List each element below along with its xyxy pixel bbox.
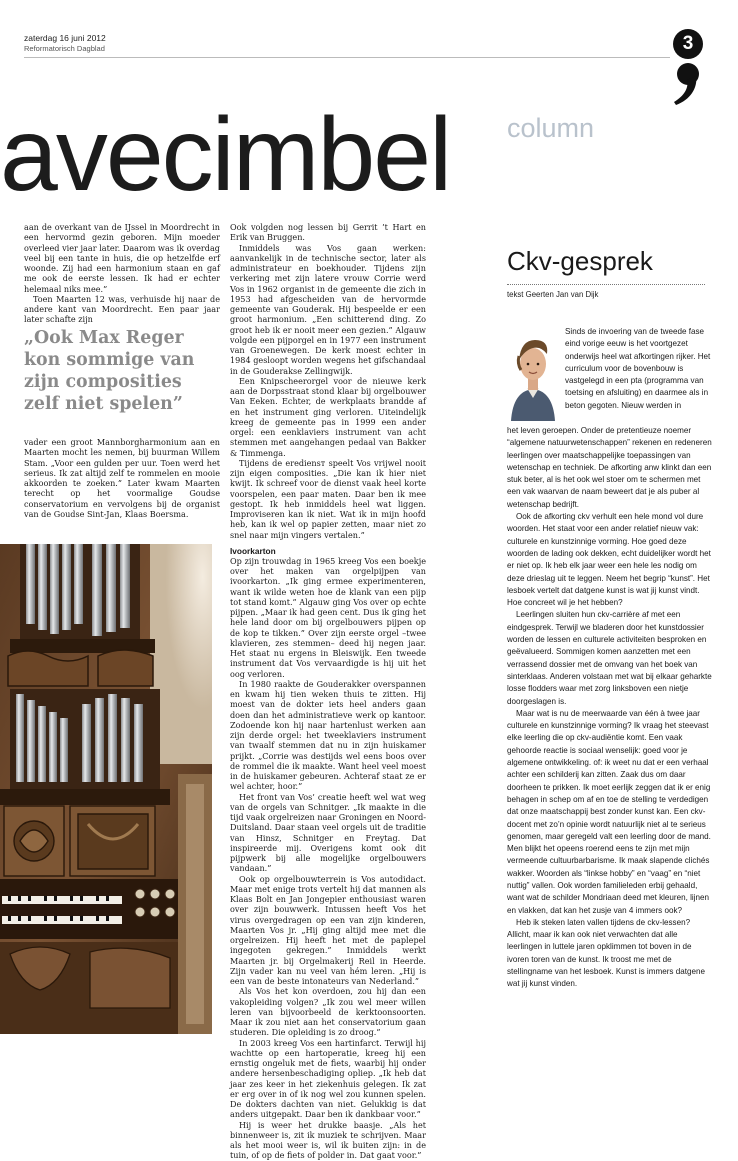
article-column-2 — [230, 222, 426, 1161]
issue-date: zaterdag 16 juni 2012 — [24, 33, 106, 43]
paragraph: In 1980 raakte de Gouderakker overspannen en kwam hij tien weken thuis te zitten. Hij moest van de dokter iets heel anders gaan doen dan het administratieve werk op kantoor. Zodoende kon hij naar hartenlust werken aan zijn derde orgel: het tweeklaviers instrument van twaalf stemmen dat nu in zijn huiskamer prijkt. „Corrie was destijds wel eens boos over de rommel die ik maakte. Want heel veel moest in de huiskamer gebeuren. Achteraf staat ze er wel achter, hoor.” — [230, 678, 426, 792]
paragraph: Inmiddels was Vos gaan werken: aanvankelijk in de technische sector, later als administrateur en boekhouder. Tijdens zijn verkering met zijn latere vrouw Corrie werd Vos in 1962 organist in de gemeente die zich in 1953 had afgescheiden van de hervormde gemeente van Gouderak. Hij bespeelde er een groot harmonium. „Een schitterend ding. Zo groot heb ik er nooit meer een gezien.” Algauw volgde een pijporgel en in 1977 een instrument van Groenewegen. De kerk moest echter in 1984 gesloopt worden wegens het gifschandaal in de Gouderakse Zellingwijk. — [230, 242, 426, 376]
paragraph: Tijdens de erediensт speelt Vos vrijwel nooit zijn eigen composities. „Die kan ik hier niet kwijt. Ik schreef voor de dienst vaak heel korte voorspelen, een paar maten. Daar ben ik mee gestopt. Ik heb inmiddels heel wat liggen. Improviseren kan ik niet. Wat ik in mijn hoofd heb, kan ik wel op papier zetten, maar niet zo snel naar mijn vingers vertalen.” — [230, 457, 426, 540]
page-number-badge: 3 — [673, 29, 703, 59]
paragraph: Heb ik steken laten vallen tijdens de ckv-lessen? Allicht, maar ik kan ook niet verwachten dat alle leerlingen in luttele jaren opklimmen tot boven in de ivoren toren van de kunst. Ik troost me met de stellingname van het lesboek. Kunst is immers datgene wat jij kunst vinden. — [507, 917, 705, 989]
column-text-top — [565, 326, 713, 412]
subheading: Ivoorkarton — [230, 545, 276, 556]
paragraph: Een Knipscheerorgel voor de nieuwe kerk aan de Dorpsstraat stond klaar bij orgelbouwer Van Eeken. Echter, de werkplaats brandde af en het instrument ging verloren. Uiteindelijk kreeg de gemeente pas in 1999 een ander orgel: een eenklaviers instrument van acht stemmen met aangehangen pedaal van Bakker & Timmenga. — [230, 375, 426, 458]
author-portrait — [507, 326, 559, 421]
article-column-1-top — [24, 222, 220, 325]
paragraph: vader een groot Mannborgharmonium aan en Maarten mocht les nemen, bij buurman Willem Stam. „Voor een gulden per uur. Toen werd het serieus. Ik zat altijd zelf te rommelen en mooie akkoorden te zoeken.” Later kwam Maarten terecht op het voormalige Goudse conservatorium en vervolgens bij de organist van de Goudse Sint-Jan, Klaas Boersma. — [24, 437, 220, 519]
paragraph: Maar wat is nu de meerwaarde van één à twee jaar culturele en kunstzinnige vorming? Ik vraag het steevast elke leerling die op ckv-audiëntie komt. Een vaak gehoorde reactie is sociaal wenselijk: goed voor je algemene ontwikkeling. of: ik weet nu dat er een verhaal achter een schilderij kan zitten. Zaak dus om daar doorheen te prikken. Ik moet eerlijk zeggen dat ik er enig behagen in schep om af en toe de stelling te verdedigen dat onze maatschappij best zonder kunst kan. Een ckv-docent met zo’n opinie wordt natuurlijk niet al te serieus genomen, maar geregeld valt een leerling door de mand. Men blijkt het opeens roerend eens te zijn met mijn vermeende cultuurbarbarisme. Ik maak slapende clichés wakker. Woorden als “linkse hobby” en “vaag” en “niet nuttig” vallen. Ook worden familieleden erbij gehaald, want wat de schilder Mondriaan deed met kleuren, lijnen en vlakken, dat kan het zusje van 4 immers ook? — [507, 708, 711, 915]
paragraph: In 2003 kreeg Vos een hartinfarct. Terwijl hij wachtte op een hartoperatie, kreeg hij een ernstig ongeluk met de fiets, waarbij hij onder andere hersenbeschadiging opliep. „Ik heb dat jaar zes keer in het ziekenhuis gelegen. Ik zat er erg over in of ik nog wel zou kunnen spelen. De dokters dachten van niet. Gelukkig is dat anders uitgepakt. Daar ben ik dankbaar voor.” — [230, 1037, 426, 1120]
header-rule — [24, 57, 670, 58]
paragraph: het leven geroepen. Onder de pretentieuze noemer “algemene natuurwetenschappen” rekenen en redeneren leerlingen over maatschappelijke toepassingen van wetenschap en techniek. De afkorting anw klinkt dan een stuk beter, al is het ook wel stoer om te schermen met een vak waarvan de naam beweert dat je als puber al wetenschap bedrijft. — [507, 426, 712, 509]
newspaper-name: Reformatorisch Dagblad — [24, 44, 105, 53]
paragraph: Het front van Vos’ creatie heeft wel wat weg van de orgels van Schnitger. „Ik maakte in die tijd vaak orgelreizen naar Groningen en Noord-Duitsland. Daar staan veel orgels uit de traditie van Hinsz, Schnitger en Freytag. Dat inspireerde mij. Overigens komt ook dit pijpwerk bij alle mogelijke orgelbouwers vandaan.” — [230, 791, 426, 874]
paragraph: Toen Maarten 12 was, verhuisde hij naar de andere kant van Moordrecht. Een paar jaar later schafte zijn — [24, 293, 220, 325]
headline: avecimbel — [0, 97, 451, 213]
paragraph: Sinds de invoering van de tweede fase eind vorige eeuw is het voortgezet onderwijs heel wat afkortingen rijker. Het curriculum voor de bovenbouw is vastgelegd in een pta (programma van toetsing en afsluiting) en daarmee als in beton gegoten. Nieuw werden in — [565, 327, 711, 410]
paragraph: Ook volgden nog lessen bij Gerrit ’t Hart en Erik van Bruggen. — [230, 222, 426, 243]
pull-quote: „Ook Max Reger kon sommige van zijn composities zelf niet spelen” — [24, 328, 195, 414]
organ-photo — [0, 544, 212, 1034]
byline: tekst Geerten Jan van Dijk — [507, 290, 599, 299]
column-text-main — [507, 425, 713, 991]
column-title: Ckv-gesprek — [507, 246, 653, 276]
paragraph: aan de overkant van de IJssel in Moordrecht in een hervormd gezin geboren. Mijn moeder overleed vier jaar later. Daarom was ik overdag veel bij een tante in huis, die op hetzelfde erf woonde. Zij had een harmonium staan en gaf me ook de eerste lessen. Ik had er echter helemaal niks mee.” — [24, 222, 220, 294]
paragraph: Als Vos het kon overdoen, zou hij dan een vakopleiding volgen? „Ik zou wel meer willen leren van bijvoorbeeld de kerktoonsoorten. Maar ik zou niet aan het conservatorium gaan studeren. Die opleiding is zo droog.” — [230, 986, 426, 1038]
article-column-1-bottom — [24, 437, 220, 519]
paragraph: Op zijn trouwdag in 1965 kreeg Vos een boekje over het maken van orgelpijpen van ivoorkarton. „Ik ging ermee experimenteren, want ik wilde weten hoe de klank van een pijp tot stand komt.” Algauw ging Vos over op echte pijpen. „Maar ik had geen cent. Dus ik ging het hele land door om bij orgelbouwers pijpen op de kop te tikken.” Over zijn eerste orgel –twee klavieren, zes stemmen– deed hij negen jaar. Het staat nu ergens in Bleiswijk. Een tweede instrument dat Vos vervaardigde is hij uit het oog verloren. — [230, 555, 426, 679]
section-label: column — [507, 113, 595, 143]
paragraph: Ook op orgelbouwterrein is Vos autodidact. Maar met enige trots vertelt hij dat mannen als Klaas Bolt en Jan Jongepier enthousiast waren over zijn bouwwerk. Intussen heeft Vos het virus overgedragen op een van zijn kinderen, Maarten Vos jr. „Hij ging altijd mee met die orgelreizen. Hij heeft het met de paplepel ingegoten gekregen.” Inmiddels werkt Maarten jr. bij Orgelmakerij Reil in Heerde. Zijn vader kan nu veel van hém leren. „Hij is een van de beste intonateurs van Nederland.” — [230, 873, 426, 986]
paragraph: Hij is weer het drukke baasje. „Als het binnenweer is, zit ik muziek te schrijven. Maar als het mooi weer is, wil ik buiten zijn: in de tuin, of op de fiets of polder in. Dat gaat voor.” — [230, 1119, 426, 1161]
paragraph: Ook de afkorting ckv verhult een hele mond vol dure woorden. Het staat voor een ander relatief nieuw vak: culturele en kunstzinnige vorming. Hoe goed deze woorden de lading ook dekken, echt duidelijker wordt het er niet op. Ik heb elk jaar weer een hele les nodig om deze drieslag uit te leggen. Neem het begrip “kunst”. Het lesboek vertelt dat datgene kunst is wat jij kunst vindt. Hoe concreet wil je het hebben? — [507, 512, 711, 608]
dotted-divider — [507, 284, 705, 285]
paragraph: Leerlingen sluiten hun ckv-carrière af met een eindgesprek. Terwijl we bladeren door het kunstdossier worden de lessen en culturele activiteiten besproken en geëvalueerd. Sommigen komen aanzetten met een verrassend dossier met de omvang van het boek van sinterklaas. Anderen volstaan met wat bij elkaar geharkte losse flodders waar met zorg linksboven een nietje doorgeslagen is. — [507, 610, 712, 706]
comma-mark-icon — [668, 62, 708, 106]
